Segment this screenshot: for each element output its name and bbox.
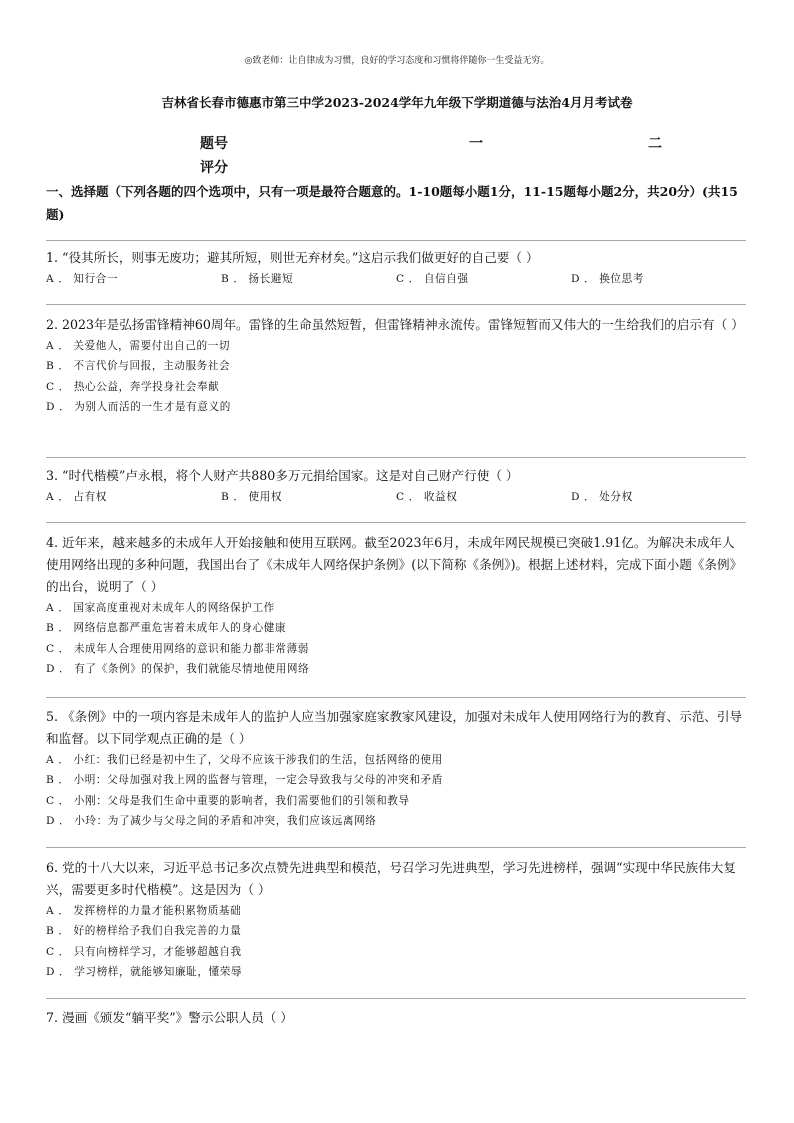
question-divider <box>46 240 746 241</box>
option-a[interactable]: A ． 小红：我们已经是初中生了，父母不应该干涉我们的生活，包括网络的使用 <box>46 754 443 766</box>
option-c[interactable]: C ． 收益权 <box>396 491 458 503</box>
option-b[interactable]: B ． 扬长避短 <box>221 273 294 285</box>
option-a[interactable]: A ． 占有权 <box>46 491 107 503</box>
question-7 <box>46 1007 746 1029</box>
section-heading: 一、选择题（下列各题的四个选项中，只有一项是最符合题意的。1-10题每小题1分，11-15题每小题2分，共20分）(共15题) <box>46 184 738 222</box>
score-table-label-score: 评分 <box>200 160 228 176</box>
option-b[interactable]: B ． 使用权 <box>221 491 283 503</box>
question-divider <box>46 697 746 698</box>
question-stem: 2. 2023年是弘扬雷锋精神60周年。雷锋的生命虽然短暂，但雷锋精神永流传。雷锋短暂而又伟大的一生给我们的启示有（ ） <box>46 317 744 332</box>
exam-title: 吉林省长春市德惠市第三中学2023-2024学年九年级下学期道德与法治4月月考试卷 <box>161 95 633 110</box>
option-row <box>46 487 746 507</box>
option-b[interactable]: B ． 小明：父母加强对我上网的监督与管理，一定会导致我与父母的冲突和矛盾 <box>46 774 443 787</box>
option-c[interactable]: C ． 自信自强 <box>396 273 469 285</box>
option-b[interactable]: B ． 网络信息都严重危害着未成年人的身心健康 <box>46 622 287 635</box>
option-d[interactable]: D ． 学习榜样，就能够知廉耻，懂荣辱 <box>46 966 243 979</box>
option-d[interactable]: D ． 为别人而活的一生才是有意义的 <box>46 401 231 414</box>
option-d[interactable]: D ． 小玲：为了减少与父母之间的矛盾和冲突，我们应该远离网络 <box>46 815 377 828</box>
question-stem: 3. “时代楷模”卢永根，将个人财产共880多万元捐给国家。这是对自己财产行使（ ） <box>46 468 519 483</box>
option-c[interactable]: C ． 未成年人合理使用网络的意识和能力都非常薄弱 <box>46 642 309 655</box>
question-4 <box>46 532 746 680</box>
option-a[interactable]: A ． 知行合一 <box>46 273 119 285</box>
question-divider <box>46 522 746 523</box>
option-row <box>46 269 746 289</box>
option-d[interactable]: D ． 换位思考 <box>571 273 644 285</box>
question-divider <box>46 304 746 305</box>
option-c[interactable]: C ． 只有向榜样学习，才能够超越自我 <box>46 945 242 958</box>
option-d[interactable]: D ． 有了《条例》的保护，我们就能尽情地使用网络 <box>46 663 310 676</box>
question-stem: 7. 漫画《颁发“躺平奖”》警示公职人员（ ） <box>46 1010 293 1025</box>
option-d[interactable]: D ． 处分权 <box>571 491 633 503</box>
score-table <box>0 133 794 177</box>
option-a[interactable]: A ． 关爱他人，需要付出自己的一切 <box>46 340 231 352</box>
question-6 <box>46 857 746 983</box>
option-c[interactable]: C ． 热心公益，奔学投身社会奉献 <box>46 380 220 393</box>
score-table-label-number: 题号 <box>200 136 228 152</box>
teacher-motto: ◎致老师：让自律成为习惯，良好的学习态度和习惯将伴随你一生受益无穷。 <box>244 56 550 66</box>
option-a[interactable]: A ． 发挥榜样的力量才能积累物质基础 <box>46 905 242 917</box>
question-2 <box>46 314 746 418</box>
question-3 <box>46 465 746 507</box>
option-b[interactable]: B ． 不言代价与回报，主动服务社会 <box>46 360 231 373</box>
option-a[interactable]: A ． 国家高度重视对未成年人的网络保护工作 <box>46 602 275 614</box>
question-divider <box>46 457 746 458</box>
option-c[interactable]: C ． 小刚：父母是我们生命中重要的影响者，我们需要他们的引领和教导 <box>46 794 410 807</box>
question-stem: 5. 《条例》中的一项内容是未成年人的监护人应当加强家庭家教家风建设，加强对未成年人使用网络行为的教育、示范、引导和监督。以下同学观点正确的是（ ） <box>46 709 743 746</box>
score-table-col-1: 一 <box>469 136 483 152</box>
question-stem: 4. 近年来，越来越多的未成年人开始接触和使用互联网。截至2023年6月，未成年网民规模已突破1.91亿。为解决未成年人使用网络出现的多种问题，我国出台了《未成年人网络保护条例》(以下简称《条例》)。根据上述材料，完成下面小题《条例》的出台，说明了（ ） <box>46 535 743 594</box>
question-5 <box>46 706 746 832</box>
score-table-col-2: 二 <box>648 136 662 152</box>
question-stem: 6. 党的十八大以来，习近平总书记多次点赞先进典型和模范，号召学习先进典型，学习先进榜样，强调“实现中华民族伟大复兴，需要更多时代楷模”。这是因为（ ） <box>46 860 736 897</box>
option-b[interactable]: B ． 好的榜样给予我们自我完善的力量 <box>46 925 242 938</box>
question-divider <box>46 998 746 999</box>
question-stem: 1. “役其所长，则事无废功；避其所短，则世无弃材矣。”这启示我们做更好的自己要（ ） <box>46 250 539 265</box>
question-1 <box>46 247 746 289</box>
question-divider <box>46 847 746 848</box>
